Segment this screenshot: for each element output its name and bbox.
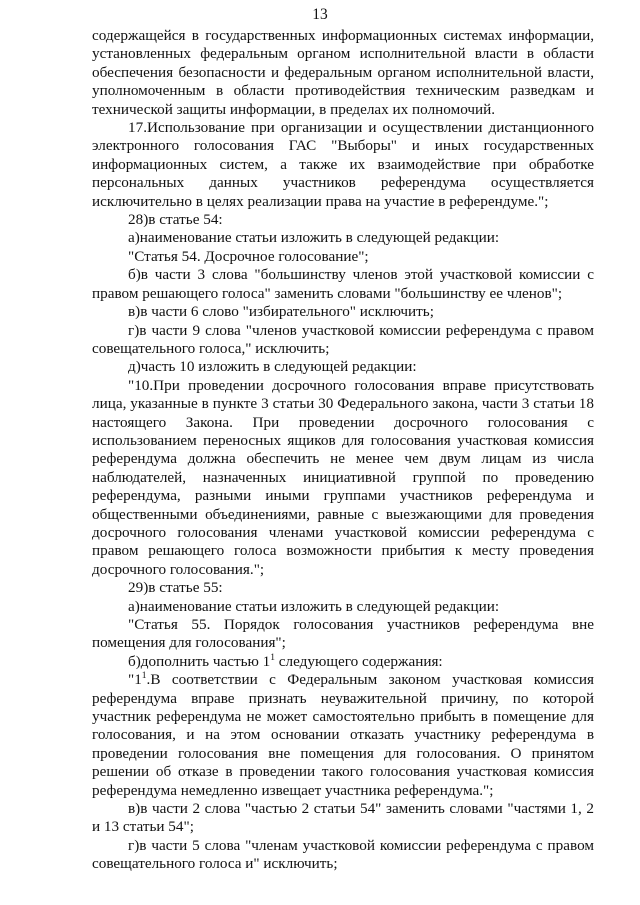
paragraph-article-54-title: "Статья 54. Досрочное голосование"; <box>128 247 369 265</box>
paragraph-28-v: в)в части 6 слово "избирательного" исключить; <box>128 303 434 321</box>
paragraph-item-28: 28)в статье 54: <box>128 211 223 229</box>
paragraph-part-1-1-lead: "1 <box>128 671 142 689</box>
paragraph-continuation: содержащейся в государственных информационных системах информации, установленных федеральным органом исполнительной власти в области обеспечения безопасности и федеральным органом исполнительной власти, уполномоченным в области противодействия техническим разведкам и технической защиты информации, в пределах их полномочий. <box>92 27 594 118</box>
paragraph-28-a: а)наименование статьи изложить в следующей редакции: <box>128 229 500 247</box>
paragraph-28-d: д)часть 10 изложить в следующей редакции: <box>128 358 417 376</box>
paragraph-article-55-title: "Статья 55. Порядок голосования участников референдума вне помещения для голосования"; <box>92 616 594 652</box>
paragraph-part-1-1 <box>92 671 594 800</box>
document-body <box>92 27 594 874</box>
paragraph-29-v: в)в части 2 слова "частью 2 статьи 54" заменить словами "частями 1, 2 и 13 статьи 54"; <box>92 800 594 836</box>
page-number: 13 <box>312 6 328 23</box>
paragraph-29-b-text: б)дополнить частью 1 <box>128 652 271 670</box>
superscript: 1 <box>270 652 275 663</box>
paragraph-28-g: г)в части 9 слова "членов участковой комиссии референдума с правом совещательного голоса," исключить; <box>92 321 594 357</box>
paragraph-item-29: 29)в статье 55: <box>128 579 223 597</box>
paragraph-part-10: "10.При проведении досрочного голосования вправе присутствовать лица, указанные в пункте 3 статьи 30 Федерального закона, части 3 статьи 18 настоящего Закона. При проведении досрочного голосования с использованием переносных ящиков для голосования участковая комиссия референдума должна обеспечить не менее чем двум лицам из числа наблюдателей, назначенных инициативной группой по проведению референдума, разными иными группами участников референдума и общественными объединениями, равные с выезжающими для проведения досрочного голосования членами участковой комиссии референдума с правом решающего голоса возможности прибытия к месту проведения досрочного голосования."; <box>92 376 594 578</box>
paragraph-part-1-1-body: .В соответствии с Федеральным законом участковая комиссия референдума вправе признать неуважительной причину, по которой участник референдума не может самостоятельно прибыть в помещение для голосования, и на этом основании отказать участнику референдума в проведении голосования вне помещения для голосования. О принятом решении об отказе в проведении такого голосования участковая комиссия референдума немедленно извещает участника референдума."; <box>92 671 594 799</box>
paragraph-28-b: б)в части 3 слова "большинству членов этой участковой комиссии с правом решающего голоса" заменить словами "большинству ее членов"; <box>92 266 594 302</box>
paragraph-item-17: 17.Использование при организации и осуществлении дистанционного электронного голосования ГАС "Выборы" и иных государственных информационных систем, а также их взаимодействие при обработке персональных данных участников референдума осуществляется исключительно в целях реализации права на участие в референдуме."; <box>92 119 594 210</box>
paragraph-29-a: а)наименование статьи изложить в следующей редакции: <box>128 597 500 615</box>
superscript: 1 <box>141 671 147 682</box>
paragraph-29-g: г)в части 5 слова "членам участковой комиссии референдума с правом совещательного голоса и" исключить; <box>92 836 594 873</box>
paragraph-29-b <box>92 653 594 671</box>
paragraph-29-b-tail: следующего содержания: <box>275 652 443 670</box>
